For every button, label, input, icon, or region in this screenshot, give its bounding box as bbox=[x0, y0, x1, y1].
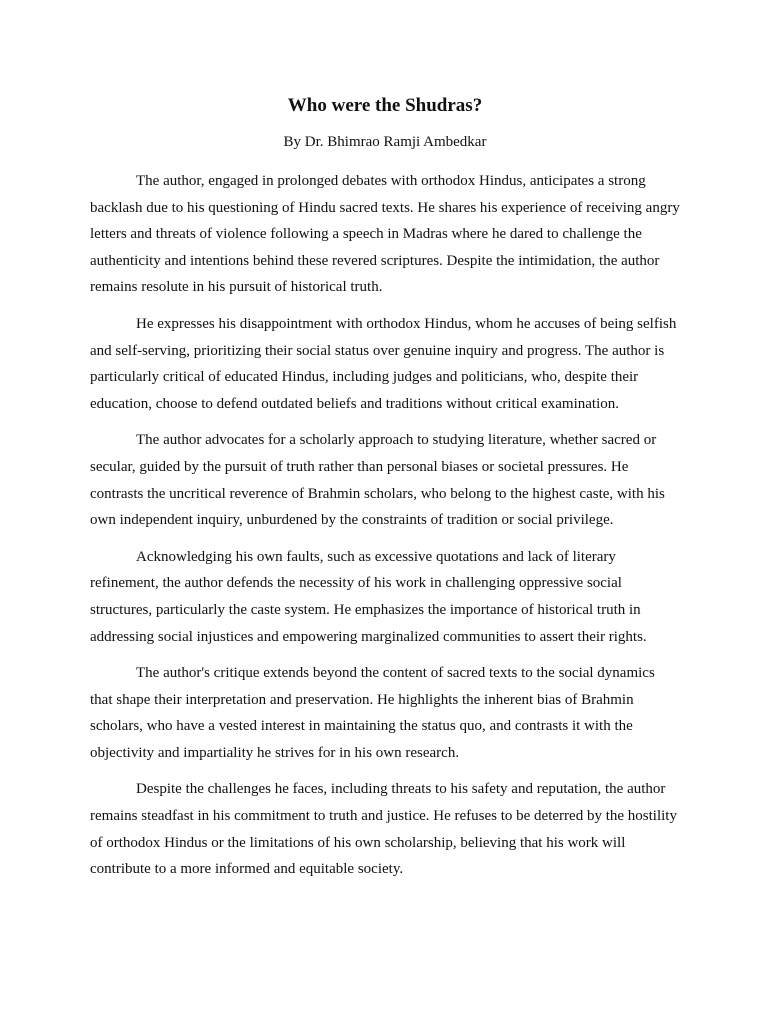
paragraph-6: Despite the challenges he faces, including threats to his safety and reputation, the author remains steadfast in his commitment to truth and justice. He refuses to be deterred by the hostility of orthodox Hindus or the limitations of his own scholarship, believing that his work will contribute to a more informed and equitable society. bbox=[90, 781, 677, 878]
paragraph-2: He expresses his disappointment with orthodox Hindus, whom he accuses of being selfish and self-serving, prioritizing their social status over genuine inquiry and progress. The author is particularly critical of educated Hindus, including judges and politicians, who, despite their education, choose to defend outdated beliefs and traditions without critical examination. bbox=[90, 315, 677, 412]
paragraph-1: The author, engaged in prolonged debates with orthodox Hindus, anticipates a strong backlash due to his questioning of Hindu sacred texts. He shares his experience of receiving angry letters and threats of violence following a speech in Madras where he dared to challenge the authenticity and intentions behind these revered scriptures. Despite the intimidation, the author remains resolute in his pursuit of historical truth. bbox=[90, 173, 680, 296]
paragraph-5: The author's critique extends beyond the content of sacred texts to the social dynamics that shape their interpretation and preservation. He highlights the inherent bias of Brahmin scholars, who have a vested interest in maintaining the status quo, and contrasts it with the objectivity and impartiality he strives for in his own research. bbox=[90, 665, 655, 761]
paragraph-3: The author advocates for a scholarly approach to studying literature, whether sacred or secular, guided by the pursuit of truth rather than personal biases or societal pressures. He contrasts the uncritical reverence of Brahmin scholars, who belong to the highest caste, with his own independent inquiry, unburdened by the constraints of tradition or social privilege. bbox=[90, 432, 665, 529]
document-title: Who were the Shudras? bbox=[287, 95, 483, 116]
document-author: By Dr. Bhimrao Ramji Ambedkar bbox=[283, 134, 487, 150]
paragraph-4: Acknowledging his own faults, such as excessive quotations and lack of literary refinement, the author defends the necessity of his work in challenging oppressive social structures, particularly the caste system. He emphasizes the importance of historical truth in addressing social injustices and empowering marginalized communities to assert their rights. bbox=[90, 548, 647, 645]
document-page bbox=[90, 88, 680, 893]
